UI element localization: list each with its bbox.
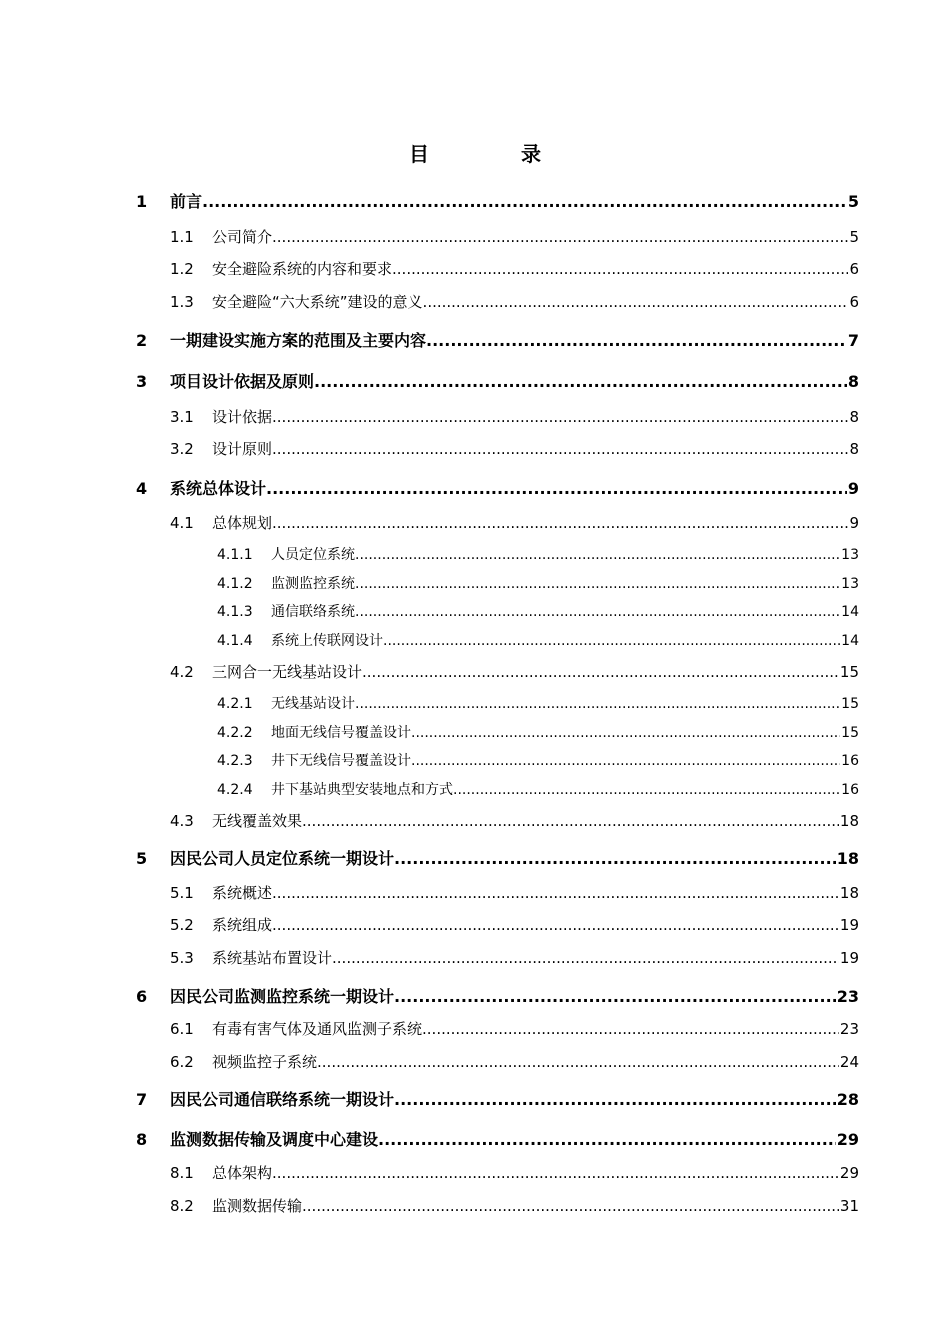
toc-entry[interactable] bbox=[170, 882, 859, 903]
toc-number: 5.1 bbox=[170, 884, 194, 902]
toc-number: 4.2.3 bbox=[217, 753, 253, 769]
toc-leader bbox=[272, 228, 848, 246]
toc-label: 项目设计依据及原则 bbox=[170, 372, 315, 391]
toc-page: 18 bbox=[839, 884, 859, 902]
toc-label: 井下基站典型安装地点和方式 bbox=[271, 782, 453, 798]
toc-label: 前言 bbox=[170, 192, 203, 211]
toc-label: 总体规划 bbox=[212, 514, 273, 532]
toc-leader bbox=[362, 663, 839, 681]
toc-number: 4.1.2 bbox=[217, 576, 253, 592]
toc-entry[interactable] bbox=[170, 1018, 859, 1039]
toc-entry[interactable] bbox=[170, 1162, 859, 1183]
toc-page: 15 bbox=[839, 663, 859, 681]
toc-number: 6.2 bbox=[170, 1053, 194, 1071]
toc-leader bbox=[422, 1020, 839, 1038]
toc-leader bbox=[266, 479, 847, 498]
toc-page: 15 bbox=[841, 725, 859, 741]
toc-number: 4.2 bbox=[170, 663, 194, 681]
toc-label: 人员定位系统 bbox=[271, 547, 355, 563]
toc-number: 8.1 bbox=[170, 1164, 194, 1182]
toc-page: 9 bbox=[849, 514, 859, 532]
toc-title-right: 录 bbox=[521, 142, 541, 166]
toc-leader bbox=[272, 408, 848, 426]
toc-number: 4.2.1 bbox=[217, 696, 253, 712]
toc-page: 31 bbox=[839, 1197, 859, 1215]
toc-label: 视频监控子系统 bbox=[212, 1053, 318, 1071]
toc-label: 因民公司监测监控系统一期设计 bbox=[170, 987, 395, 1006]
toc-number: 6.1 bbox=[170, 1020, 194, 1038]
toc-entry[interactable] bbox=[170, 258, 859, 279]
toc-number: 8 bbox=[136, 1130, 148, 1149]
toc-entry[interactable] bbox=[136, 476, 859, 499]
toc-leader bbox=[392, 260, 848, 278]
toc-number: 4.2.4 bbox=[217, 782, 253, 798]
toc-page: 13 bbox=[841, 576, 859, 592]
toc-number: 5.2 bbox=[170, 916, 194, 934]
toc-label: 一期建设实施方案的范围及主要内容 bbox=[170, 331, 427, 350]
toc-leader bbox=[394, 849, 836, 868]
toc-number: 4 bbox=[136, 479, 148, 498]
toc-leader bbox=[302, 812, 839, 830]
toc-page: 13 bbox=[841, 547, 859, 563]
toc-label: 有毒有害气体及通风监测子系统 bbox=[212, 1020, 423, 1038]
toc-leader bbox=[272, 1164, 839, 1182]
toc-page: 9 bbox=[847, 479, 859, 498]
toc-label: 地面无线信号覆盖设计 bbox=[271, 725, 411, 741]
toc-number: 8.2 bbox=[170, 1197, 194, 1215]
toc-leader bbox=[411, 753, 840, 769]
toc-page: 28 bbox=[836, 1090, 859, 1109]
toc-label: 监测数据传输 bbox=[212, 1197, 303, 1215]
toc-page: 23 bbox=[839, 1020, 859, 1038]
toc-page: 6 bbox=[849, 293, 859, 311]
toc-entry[interactable] bbox=[136, 1127, 859, 1150]
toc-entry[interactable] bbox=[136, 846, 859, 869]
toc-entry[interactable] bbox=[136, 189, 859, 212]
toc-leader bbox=[378, 1130, 836, 1149]
toc-entry[interactable] bbox=[136, 328, 859, 351]
toc-label: 井下无线信号覆盖设计 bbox=[271, 753, 411, 769]
toc-number: 1 bbox=[136, 192, 148, 211]
toc-entry[interactable] bbox=[217, 750, 859, 770]
toc-entry[interactable] bbox=[170, 810, 859, 831]
toc-entry[interactable] bbox=[170, 914, 859, 935]
toc-leader bbox=[314, 372, 847, 391]
toc-number: 1.2 bbox=[170, 260, 194, 278]
toc-label: 三网合一无线基站设计 bbox=[212, 663, 363, 681]
toc-leader bbox=[426, 331, 847, 350]
toc-page: 15 bbox=[841, 696, 859, 712]
toc-label: 系统组成 bbox=[212, 916, 273, 934]
toc-page: 7 bbox=[847, 331, 859, 350]
toc-entry[interactable] bbox=[217, 630, 859, 650]
toc-entry[interactable] bbox=[217, 573, 859, 593]
toc-number: 4.1.1 bbox=[217, 547, 253, 563]
toc-page: 24 bbox=[839, 1053, 859, 1071]
toc-page: 23 bbox=[836, 987, 859, 1006]
toc-page: 14 bbox=[841, 633, 859, 649]
toc-label: 通信联络系统 bbox=[271, 604, 355, 620]
toc-leader bbox=[453, 782, 840, 798]
toc-label: 安全避险“六大系统”建设的意义 bbox=[212, 293, 423, 311]
toc-label: 系统总体设计 bbox=[170, 479, 267, 498]
toc-label: 安全避险系统的内容和要求 bbox=[212, 260, 393, 278]
toc-title-left: 目 bbox=[409, 142, 429, 166]
toc-page: 19 bbox=[839, 949, 859, 967]
toc-leader bbox=[355, 696, 840, 712]
toc-entry[interactable] bbox=[217, 601, 859, 621]
toc-entry[interactable] bbox=[136, 369, 859, 392]
toc-leader bbox=[411, 725, 840, 741]
toc-page: 8 bbox=[847, 372, 859, 391]
toc-leader bbox=[272, 514, 848, 532]
toc-entry[interactable] bbox=[170, 1195, 859, 1216]
toc-number: 1.1 bbox=[170, 228, 194, 246]
toc-page: 29 bbox=[836, 1130, 859, 1149]
toc-number: 5 bbox=[136, 849, 148, 868]
toc-leader bbox=[272, 884, 839, 902]
toc-number: 3.2 bbox=[170, 440, 194, 458]
toc-number: 6 bbox=[136, 987, 148, 1006]
toc-page: 5 bbox=[849, 228, 859, 246]
toc-number: 4.2.2 bbox=[217, 725, 253, 741]
toc-entry[interactable] bbox=[136, 984, 859, 1007]
toc-label: 系统上传联网设计 bbox=[271, 633, 383, 649]
toc-page: 18 bbox=[839, 812, 859, 830]
toc-number: 3 bbox=[136, 372, 148, 391]
toc-leader bbox=[332, 949, 839, 967]
toc-entry[interactable] bbox=[170, 226, 859, 247]
toc-page: 8 bbox=[849, 440, 859, 458]
toc-leader bbox=[383, 633, 840, 649]
toc-leader bbox=[302, 1197, 839, 1215]
toc-entry[interactable] bbox=[170, 947, 859, 968]
toc-number: 5.3 bbox=[170, 949, 194, 967]
toc-entry[interactable] bbox=[170, 406, 859, 427]
toc-page: 16 bbox=[841, 782, 859, 798]
toc-leader bbox=[272, 440, 848, 458]
toc-page: 14 bbox=[841, 604, 859, 620]
toc-page: 19 bbox=[839, 916, 859, 934]
toc-page: 5 bbox=[847, 192, 859, 211]
toc-page: 16 bbox=[841, 753, 859, 769]
toc-label: 系统基站布置设计 bbox=[212, 949, 333, 967]
toc-entry[interactable] bbox=[170, 661, 859, 682]
toc-entry[interactable] bbox=[217, 693, 859, 713]
toc-entry[interactable] bbox=[217, 722, 859, 742]
toc-label: 无线覆盖效果 bbox=[212, 812, 303, 830]
toc-leader bbox=[355, 547, 840, 563]
toc-title bbox=[0, 138, 950, 167]
toc-number: 4.1 bbox=[170, 514, 194, 532]
toc-number: 4.1.4 bbox=[217, 633, 253, 649]
toc-leader bbox=[317, 1053, 839, 1071]
toc-label: 总体架构 bbox=[212, 1164, 273, 1182]
toc-label: 无线基站设计 bbox=[271, 696, 355, 712]
toc-leader bbox=[272, 916, 839, 934]
toc-leader bbox=[394, 1090, 836, 1109]
toc-label: 监测监控系统 bbox=[271, 576, 355, 592]
toc-number: 3.1 bbox=[170, 408, 194, 426]
toc-page: 18 bbox=[836, 849, 859, 868]
toc-page: 29 bbox=[839, 1164, 859, 1182]
toc-number: 4.3 bbox=[170, 812, 194, 830]
toc-leader bbox=[394, 987, 836, 1006]
toc-entry[interactable] bbox=[170, 512, 859, 533]
toc-leader bbox=[355, 576, 840, 592]
toc-label: 公司简介 bbox=[212, 228, 273, 246]
toc-page: 8 bbox=[849, 408, 859, 426]
toc-entry[interactable] bbox=[170, 438, 859, 459]
toc-leader bbox=[423, 293, 849, 311]
toc-label: 设计依据 bbox=[212, 408, 273, 426]
toc-label: 设计原则 bbox=[212, 440, 273, 458]
toc-number: 1.3 bbox=[170, 293, 194, 311]
toc-number: 4.1.3 bbox=[217, 604, 253, 620]
toc-number: 7 bbox=[136, 1090, 148, 1109]
toc-label: 因民公司人员定位系统一期设计 bbox=[170, 849, 395, 868]
toc-entry[interactable] bbox=[217, 779, 859, 799]
toc-leader bbox=[355, 604, 840, 620]
toc-entry[interactable] bbox=[170, 1051, 859, 1072]
toc-entry[interactable] bbox=[217, 544, 859, 564]
toc-label: 因民公司通信联络系统一期设计 bbox=[170, 1090, 395, 1109]
toc-entry[interactable] bbox=[136, 1087, 859, 1110]
toc-leader bbox=[202, 192, 847, 211]
toc-number: 2 bbox=[136, 331, 148, 350]
toc-entry[interactable] bbox=[170, 291, 859, 312]
toc-page: 6 bbox=[849, 260, 859, 278]
toc-label: 监测数据传输及调度中心建设 bbox=[170, 1130, 379, 1149]
toc-label: 系统概述 bbox=[212, 884, 273, 902]
